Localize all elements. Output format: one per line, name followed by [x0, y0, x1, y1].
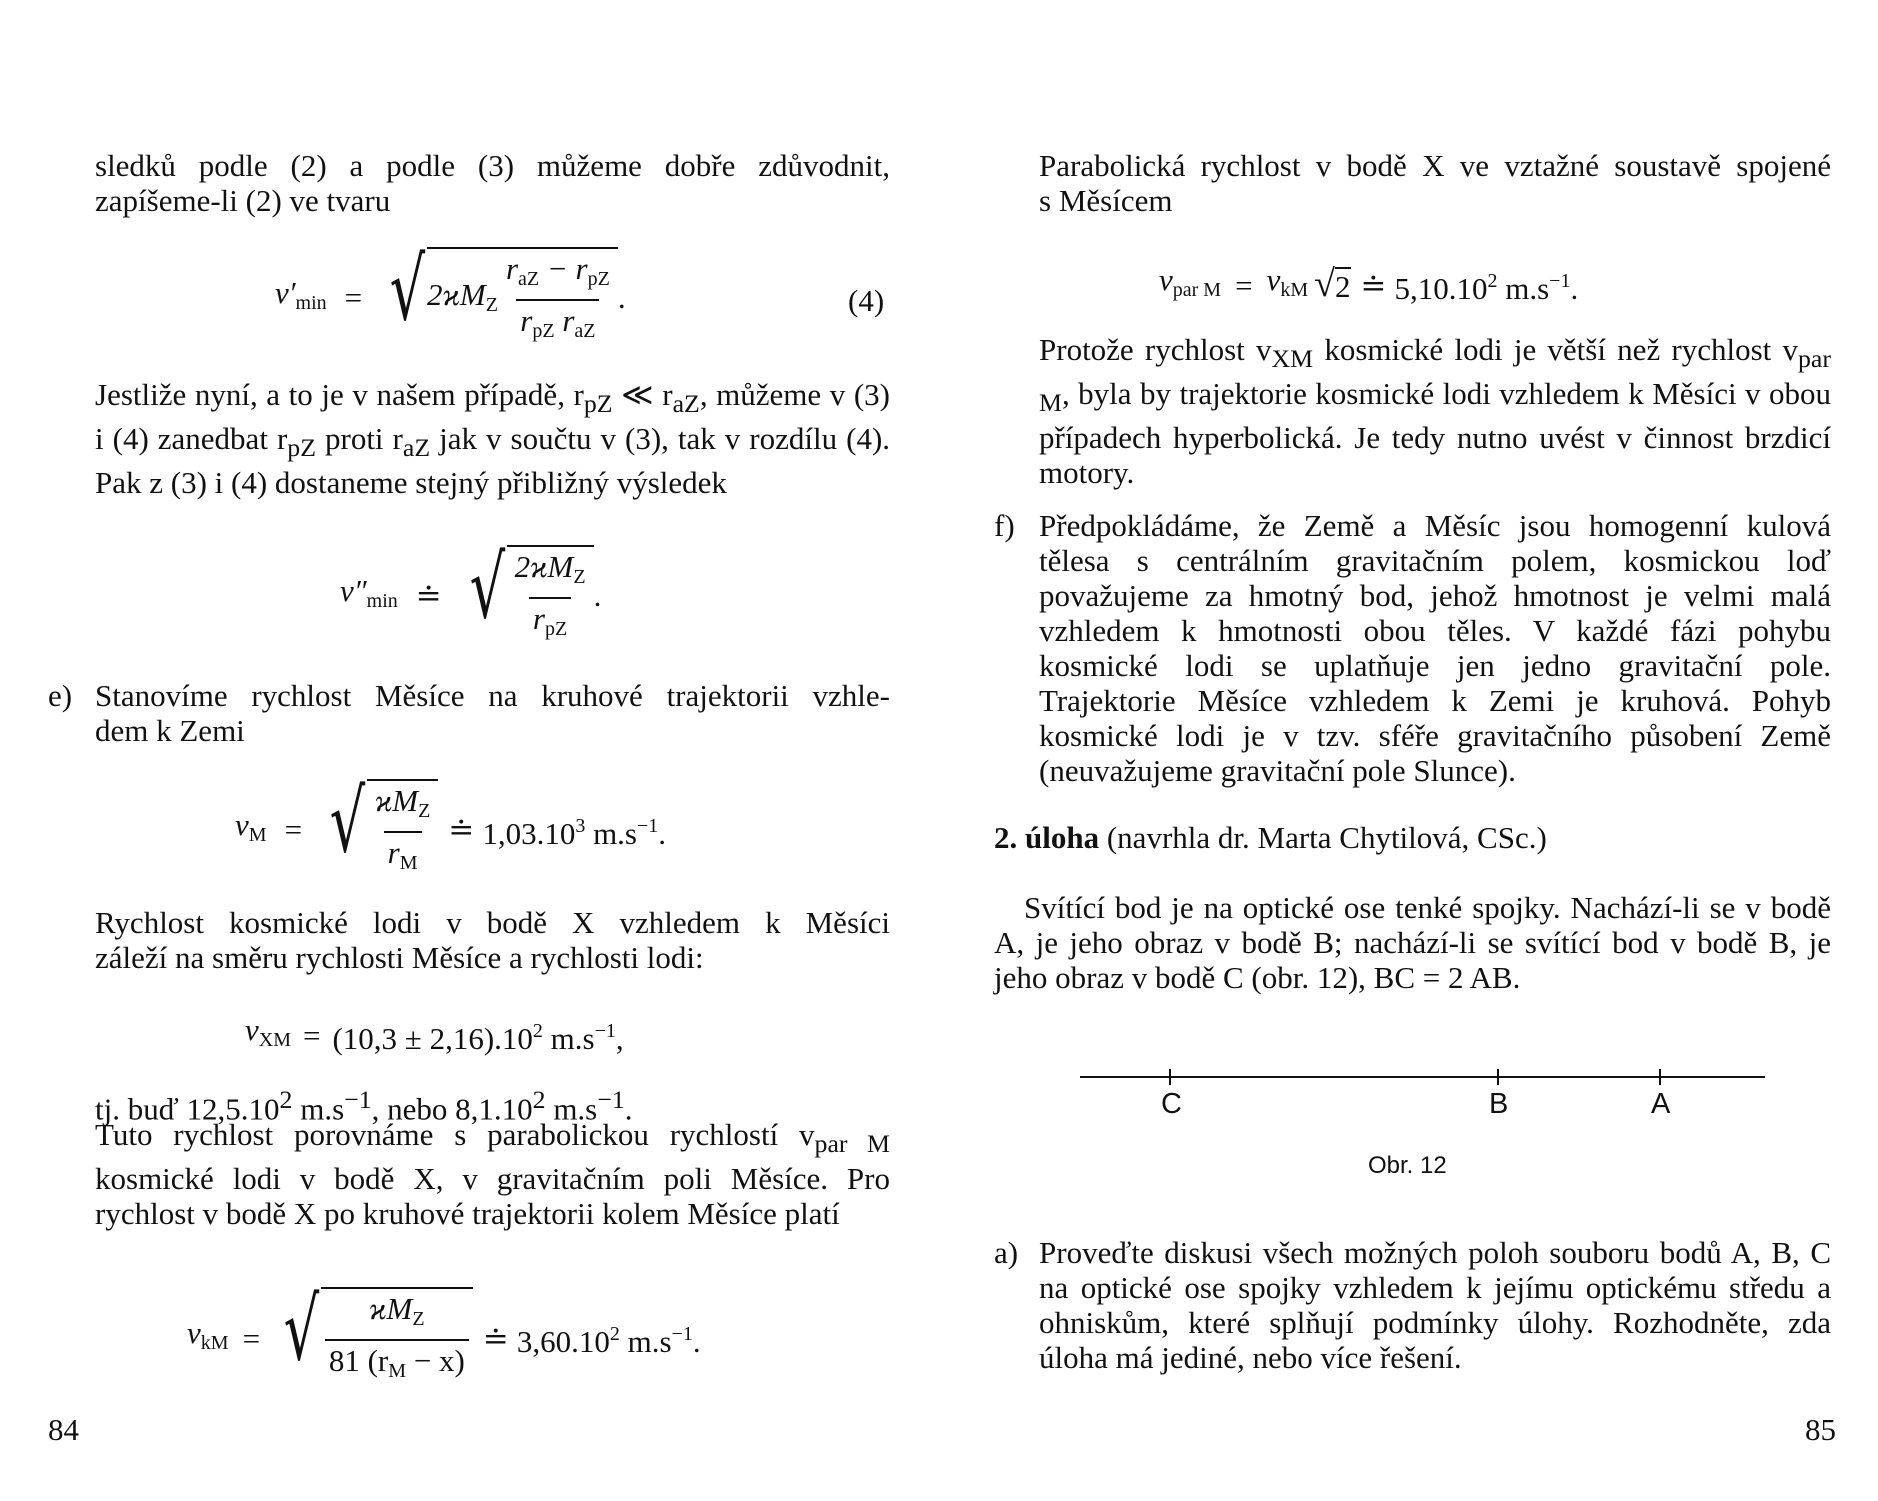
eq4-sqrt: [380, 239, 618, 349]
radical-sign-icon: √: [389, 239, 426, 340]
point-label-c: C: [1161, 1088, 1182, 1120]
radical-sign-icon: √: [283, 1280, 320, 1380]
left-p1-line2: zapíšeme-li (2) ve tvaru: [95, 183, 391, 218]
equation-vM: [235, 771, 667, 877]
eq4-lhs: $v'_{min}$: [275, 274, 327, 314]
right-paragraph-a: Proveďte diskusi všech možných poloh souboru bodů A, B, C na optické ose spojky vzhledem k jejímu optickému středu a ohniskům, které splňují podmínky úlohy. Rozhodněte, zda úloha má jediné, nebo více řešení.: [1039, 1235, 1831, 1375]
vkM-approx: ≐: [482, 1320, 509, 1356]
vmin2-trail: .: [593, 578, 602, 613]
point-label-b: B: [1489, 1088, 1509, 1120]
vM-sqrt: √ $\frac{ϰM_Z}{r_M}$: [320, 779, 438, 881]
radical-sign-icon: √: [469, 537, 506, 638]
vpar-value: 5,10.10$^2$ $m.s^{-1}$.: [1394, 270, 1579, 306]
left-paragraph-3: [95, 905, 890, 975]
equation-4: [275, 239, 626, 345]
radical-sign-icon: √: [1314, 262, 1335, 305]
equation-vpar: [1159, 262, 1578, 308]
right-p1-line1: Parabolická rychlost v bodě X ve vztažné soustavě spojené: [1039, 148, 1831, 183]
item-label-f: f): [994, 508, 1015, 543]
right-paragraph-1: [1039, 148, 1831, 218]
vM-value: 1,03.10$^3$ $m.s^{-1}$.: [482, 814, 667, 851]
vpar-equals: =: [1235, 267, 1253, 303]
vmin2-approx: ≐: [415, 578, 442, 613]
left-paragraph-4: Tuto rychlost porovnáme s parabolickou rychlostí $v_{par M}$ kosmické lodi v bodě X, v gravitačním poli Měsíce. Pro rychlost v bodě X po kruhové trajektorii kolem Měsíce platí: [95, 1117, 890, 1232]
vM-approx: ≐: [448, 812, 475, 847]
equation-vkM: [187, 1280, 701, 1388]
left-p1-line1: sledků podle (2) a podle (3) můžeme dobře zdůvodnit,: [95, 148, 890, 183]
left-p3-line1: Rychlost kosmické lodi v bodě X vzhledem k Měsíci: [95, 905, 890, 940]
item-label-e: e): [48, 678, 73, 713]
left-paragraph-4-line1: tj. buď 12,5.10$^2$ $m.s^{-1}$, nebo 8,1.10$^2$ $m.s^{-1}$.: [95, 1085, 633, 1127]
right-paragraph-f: Předpokládáme, že Země a Měsíc jsou homogenní kulová tělesa s centrálním gravitačním polem, kosmickou loď považujeme za hmotný bod, jehož hmotnost je velmi malá vzhledem k hmotnosti obou těles. V každé fázi pohybu kosmické lodi se uplatňuje jen jedno gravitační pole. Trajektorie Měsíce vzhledem k Zemi je kruhová. Pohyb kosmické lodi je v tzv. sféře gravitačního působení Země (neuvažujeme gravitační pole Slunce).: [1039, 508, 1831, 788]
right-paragraph-2: Protože rychlost $v_{XM}$ kosmické lodi je větší než rychlost $v_{par M}$, byla by trajektorie kosmické lodi vzhledem k Měsíci v obou případech hyperbolická. Je tedy nutno uvést v činnost brzdicí motory.: [1039, 332, 1831, 491]
item-label-a: a): [994, 1235, 1019, 1270]
eq4-factor: $2ϰM_Z$: [426, 276, 498, 316]
vkM-value: 3,60.10$^2$ $m.s^{-1}$.: [516, 1323, 701, 1359]
vM-lhs: $v_M$: [235, 806, 267, 846]
vpar-vkM: $v_{kM}$: [1266, 262, 1309, 301]
vpar-lhs: $v_{par M}$: [1159, 262, 1222, 301]
task-number: 2. úloha: [994, 820, 1100, 855]
equation-vmin2: [340, 537, 602, 643]
right-p1-line2: s Měsícem: [1039, 183, 1173, 218]
vmin2-sqrt: √ $\frac{2ϰM_Z}{r_{pZ}}$: [460, 545, 594, 647]
vpar-sqrt: √ 2: [1314, 262, 1351, 305]
figure-obr-12: [1075, 1062, 1775, 1152]
vpar-approx: ≐: [1360, 267, 1387, 303]
vM-equals: =: [284, 812, 303, 847]
equation-4-label: (4): [848, 283, 885, 318]
vkM-lhs: $v_{kM}$: [187, 1315, 229, 1354]
left-e-line1: Stanovíme rychlost Měsíce na kruhové trajektorii vzhle-: [95, 678, 890, 713]
task-text: Svítící bod je na optické ose tenké spojky. Nachází-li se v bodě A, je jeho obraz v bodě B; nachází-li se svítící bod v bodě B, je jeho obraz v bodě C (obr. 12), BC = 2 AB.: [994, 890, 1831, 995]
right-page: [939, 0, 1878, 1501]
vkM-equals: =: [242, 1320, 261, 1356]
left-paragraph-e: [95, 678, 890, 748]
task-author: (navrhla dr. Marta Chytilová, CSc.): [1099, 820, 1547, 855]
page-number-left: 84: [48, 1412, 79, 1447]
page-number-right: 85: [1805, 1412, 1836, 1447]
vXM-equals: =: [303, 1017, 321, 1053]
point-label-a: A: [1651, 1088, 1671, 1120]
eq4-fraction: $\frac{r_{aZ} - r_{pZ}}{r_{pZ} r_{aZ}}$: [502, 251, 614, 349]
equation-vXM: [245, 1012, 624, 1058]
vXM-rhs: $(10,3 \pm 2,16).10^2$ $m.s^{-1}$,: [332, 1020, 624, 1056]
task-heading: [994, 820, 1831, 855]
radical-sign-icon: √: [329, 771, 366, 872]
left-paragraph-1: [95, 148, 890, 218]
vXM-lhs: $v_{XM}$: [245, 1012, 291, 1051]
left-p3-line2: záleží na směru rychlosti Měsíce a rychlosti lodi:: [95, 940, 704, 975]
eq4-equals: =: [344, 280, 363, 315]
eq4-trail: .: [617, 280, 626, 315]
left-paragraph-2: Jestliže nyní, a to je v našem případě, $r_{pZ}$ ≪ $r_{aZ}$, můžeme v (3) i (4) zanedbat $r_{pZ}$ proti $r_{aZ}$ jak v součtu v (3), tak v rozdílu (4). Pak z (3) i (4) dostaneme stejný přibližný výsledek: [95, 377, 891, 501]
vmin2-lhs: $v''_{min}$: [340, 572, 398, 612]
vkM-sqrt: √ $\frac{ϰM_Z}{81 (r_M - x)}$: [274, 1287, 473, 1389]
left-e-line2: dem k Zemi: [95, 713, 245, 748]
figure-caption: Obr. 12: [1368, 1152, 1447, 1179]
